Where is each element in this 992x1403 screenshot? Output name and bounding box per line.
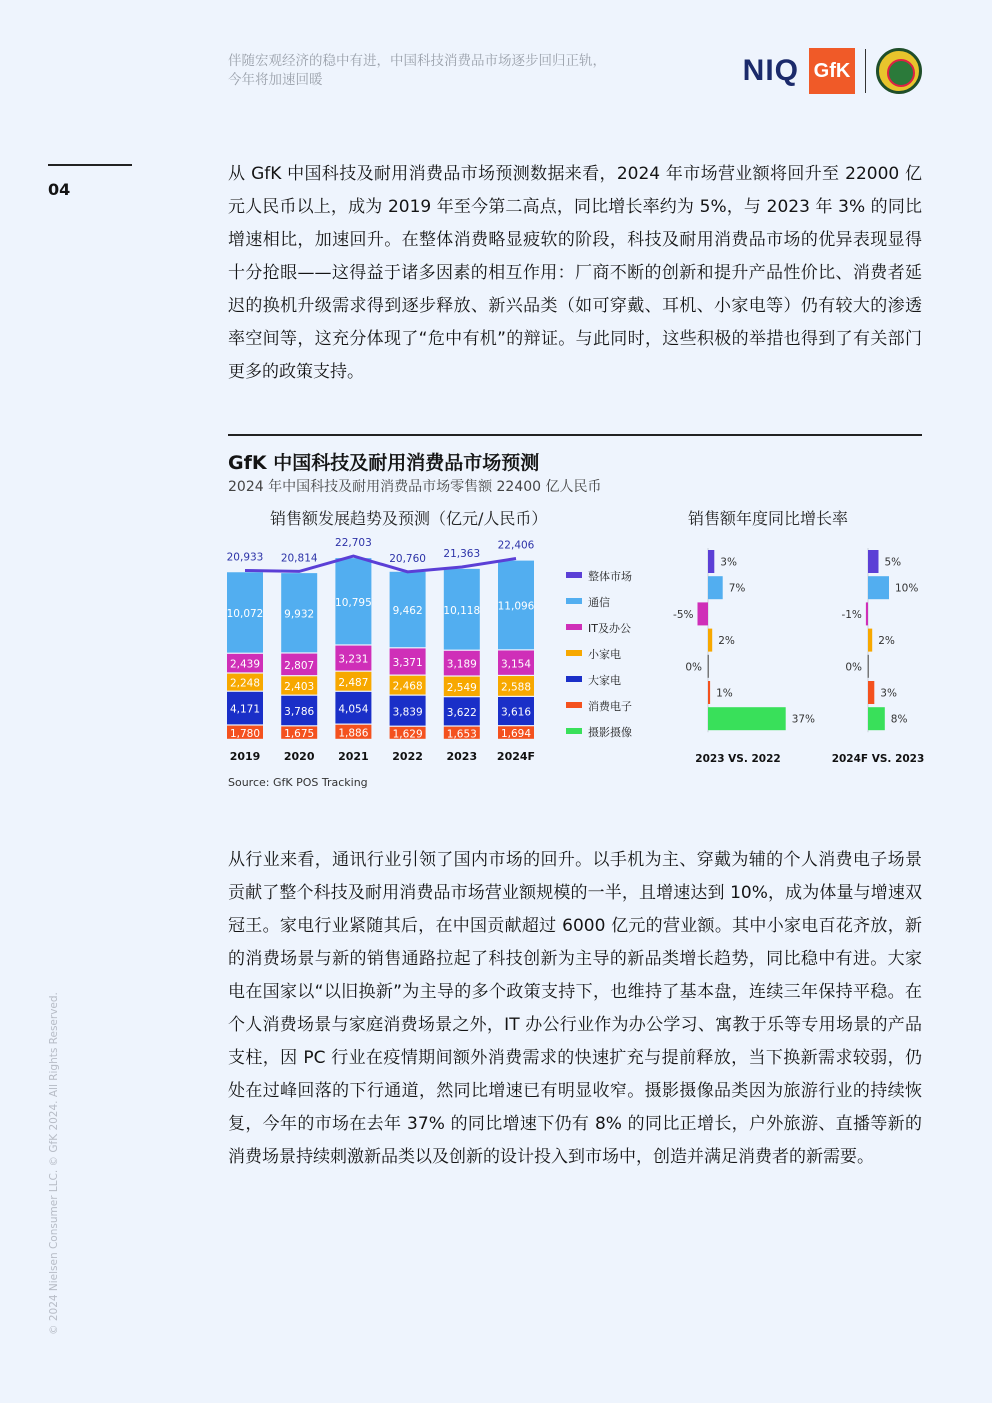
growth-bar [708,655,710,678]
x-tick-label: 2023 [446,750,478,763]
legend-label: 大家电 [588,674,621,687]
legend-label: 消费电子 [588,700,632,713]
growth-bar [698,602,709,625]
bar-data-label: 3,231 [338,653,369,666]
growth-data-label: 2% [878,635,895,648]
bar-data-label: 2,487 [338,676,369,689]
bar-data-label: 10,072 [226,608,264,621]
header-title-line2: 今年将加速回暖 [228,72,323,88]
legend-swatch [566,650,582,656]
total-data-label: 20,760 [389,552,426,565]
bar-data-label: 2,807 [284,659,315,672]
total-data-label: 22,703 [335,537,372,550]
growth-data-label: 37% [791,713,816,726]
bar-data-label: 1,694 [500,728,532,741]
intro-paragraph: 从 GfK 中国科技及耐用消费品市场预测数据来看，2024 年市场营业额将回升至 22000 亿元人民币以上，成为 2019 年至今第二高点，同比增长率约为 5%，与 2023 年 3% 的同比增速相比，加速回升。在整体消费略显疲软的阶段，科技及耐用消费品市场的优异表现显得十分抢眼——这得益于诸多因素的相互作用：厂商不断的创新和提升产品性价比、消费者延迟的换机升级需求得到逐步释放、新兴品类（如可穿戴、耳机、小家电等）仍有较大的渗透率空间等，这充分体现了“危中有机”的辩证。与此同时，这些积极的举措也得到了有关部门更多的政策支持。 [228,164,922,382]
growth-data-label: 0% [845,661,862,674]
chart-title: GfK 中国科技及耐用消费品市场预测 [228,452,540,474]
growth-bar [868,550,879,573]
bar-data-label: 11,096 [497,600,535,613]
chart-subtitle: 2024 年中国科技及耐用消费品市场零售额 22400 亿人民币 [228,479,602,495]
bar-data-label: 3,786 [284,706,315,719]
bar-data-label: 1,629 [392,728,423,741]
growth-data-label: 10% [895,582,919,595]
x-tick-label: 2024F [496,750,536,763]
bar-data-label: 1,886 [338,727,369,740]
legend-swatch [566,728,582,734]
bar-data-label: 2,439 [229,658,261,671]
bar-data-label: 4,054 [338,703,369,716]
left-chart-title: 销售额发展趋势及预测（亿元/人民币） [270,509,548,528]
bar-data-label: 3,622 [446,706,477,719]
bar-data-label: 1,653 [446,728,477,741]
growth-data-label: 5% [884,556,902,569]
bar-data-label: 2,248 [229,677,261,690]
growth-data-label: 3% [720,556,737,569]
bar-data-label: 1,780 [229,727,261,740]
bar-data-label: 3,189 [446,658,477,671]
total-data-label: 20,933 [226,551,264,564]
bar-data-label: 1,675 [284,728,315,741]
growth-series-label: 2023 VS. 2022 [695,753,781,765]
growth-bar [708,550,714,573]
growth-bar [868,681,874,704]
x-tick-label: 2020 [283,750,315,763]
total-data-label: 22,406 [497,539,535,552]
x-tick-label: 2022 [392,750,423,763]
growth-data-label: -5% [673,608,694,621]
legend-label: 通信 [588,596,610,609]
growth-bar [708,576,723,599]
bar-data-label: 10,795 [335,596,372,609]
growth-bar [868,707,885,730]
growth-data-label: -1% [841,608,862,621]
legend-swatch [566,624,582,630]
legend-swatch [566,572,582,578]
legend-label: 整体市场 [588,570,632,583]
growth-data-label: 3% [880,687,897,700]
bar-data-label: 4,171 [229,703,261,716]
total-data-label: 21,363 [443,547,481,560]
bar-data-label: 3,154 [500,658,532,671]
bar-data-label: 2,403 [284,681,315,694]
legend-swatch [566,598,582,604]
bar-data-label: 2,549 [446,681,477,694]
page-number: 04 [48,180,71,199]
growth-data-label: 2% [718,635,735,648]
growth-bar [708,707,786,730]
bar-data-label: 9,462 [392,605,423,618]
bar-data-label: 10,118 [443,604,481,617]
copyright-notice: © 2024 Nielsen Consumer LLC. © GfK 2024. All Rights Reserved. [48,992,60,1335]
legend-swatch [566,702,582,708]
growth-bar [708,629,712,652]
growth-data-label: 7% [728,582,746,595]
bar-data-label: 3,839 [392,706,423,719]
bar-data-label: 2,588 [500,681,532,694]
growth-bar [868,655,870,678]
growth-data-label: 0% [685,661,702,674]
bar-data-label: 3,371 [392,657,423,670]
growth-bar [868,576,889,599]
chart-source: Source: GfK POS Tracking [228,776,368,789]
bar-data-label: 3,616 [500,706,532,719]
legend-label: 摄影摄像 [588,726,632,739]
x-tick-label: 2021 [338,750,369,763]
growth-bar [866,602,868,625]
total-data-label: 20,814 [280,552,318,565]
x-tick-label: 2019 [229,750,261,763]
growth-data-label: 1% [716,687,733,700]
bar-data-label: 2,468 [392,680,423,693]
gfk-logo: GfK [809,48,855,94]
growth-bar [868,629,872,652]
growth-data-label: 8% [890,713,908,726]
growth-bar [708,681,710,704]
header-title-line1: 伴随宏观经济的稳中有进，中国科技消费品市场逐步回归正轨， [228,53,606,69]
industry-paragraph: 从行业来看，通讯行业引领了国内市场的回升。以手机为主、穿戴为辅的个人消费电子场景贡献了整个科技及耐用消费品市场营业额规模的一半，且增速达到 10%，成为体量与增速双冠王。家电行业紧随其后，在中国贡献超过 6000 亿元的营业额。其中小家电百花齐放，新的消费场景与新的销售通路拉起了科技创新为主导的新品类增长趋势，同比稳中有进。大家电在国家以“以旧换新”为主导的多个政策支持下，也维持了基本盘，连续三年保持平稳。在个人消费场景与家庭消费场景之外，IT 办公行业作为办公学习、寓教于乐等专用场景的产品支柱，因 PC 行业在疫情期间额外消费需求的快速扩充与提前释放，当下换新需求较弱，仍处在过峰回落的下行通道，然同比增速已有明显收窄。摄影摄像品类因为旅游行业的持续恢复，今年的市场在去年 37% 的同比增速下仍有 8% 的同比正增长，户外旅游、直播等新的消费场景持续刺激新品类以及创新的设计投入到市场中，创造并满足消费者的新需要。 [228,850,922,1167]
growth-series-label: 2024F VS. 2023 [831,753,925,765]
legend-swatch [566,676,582,682]
right-chart-title: 销售额年度同比增长率 [688,509,849,528]
legend-label: IT及办公 [588,622,631,635]
legend-label: 小家电 [588,648,621,661]
niq-logo: NIQ [742,54,799,87]
bar-data-label: 9,932 [284,608,315,621]
